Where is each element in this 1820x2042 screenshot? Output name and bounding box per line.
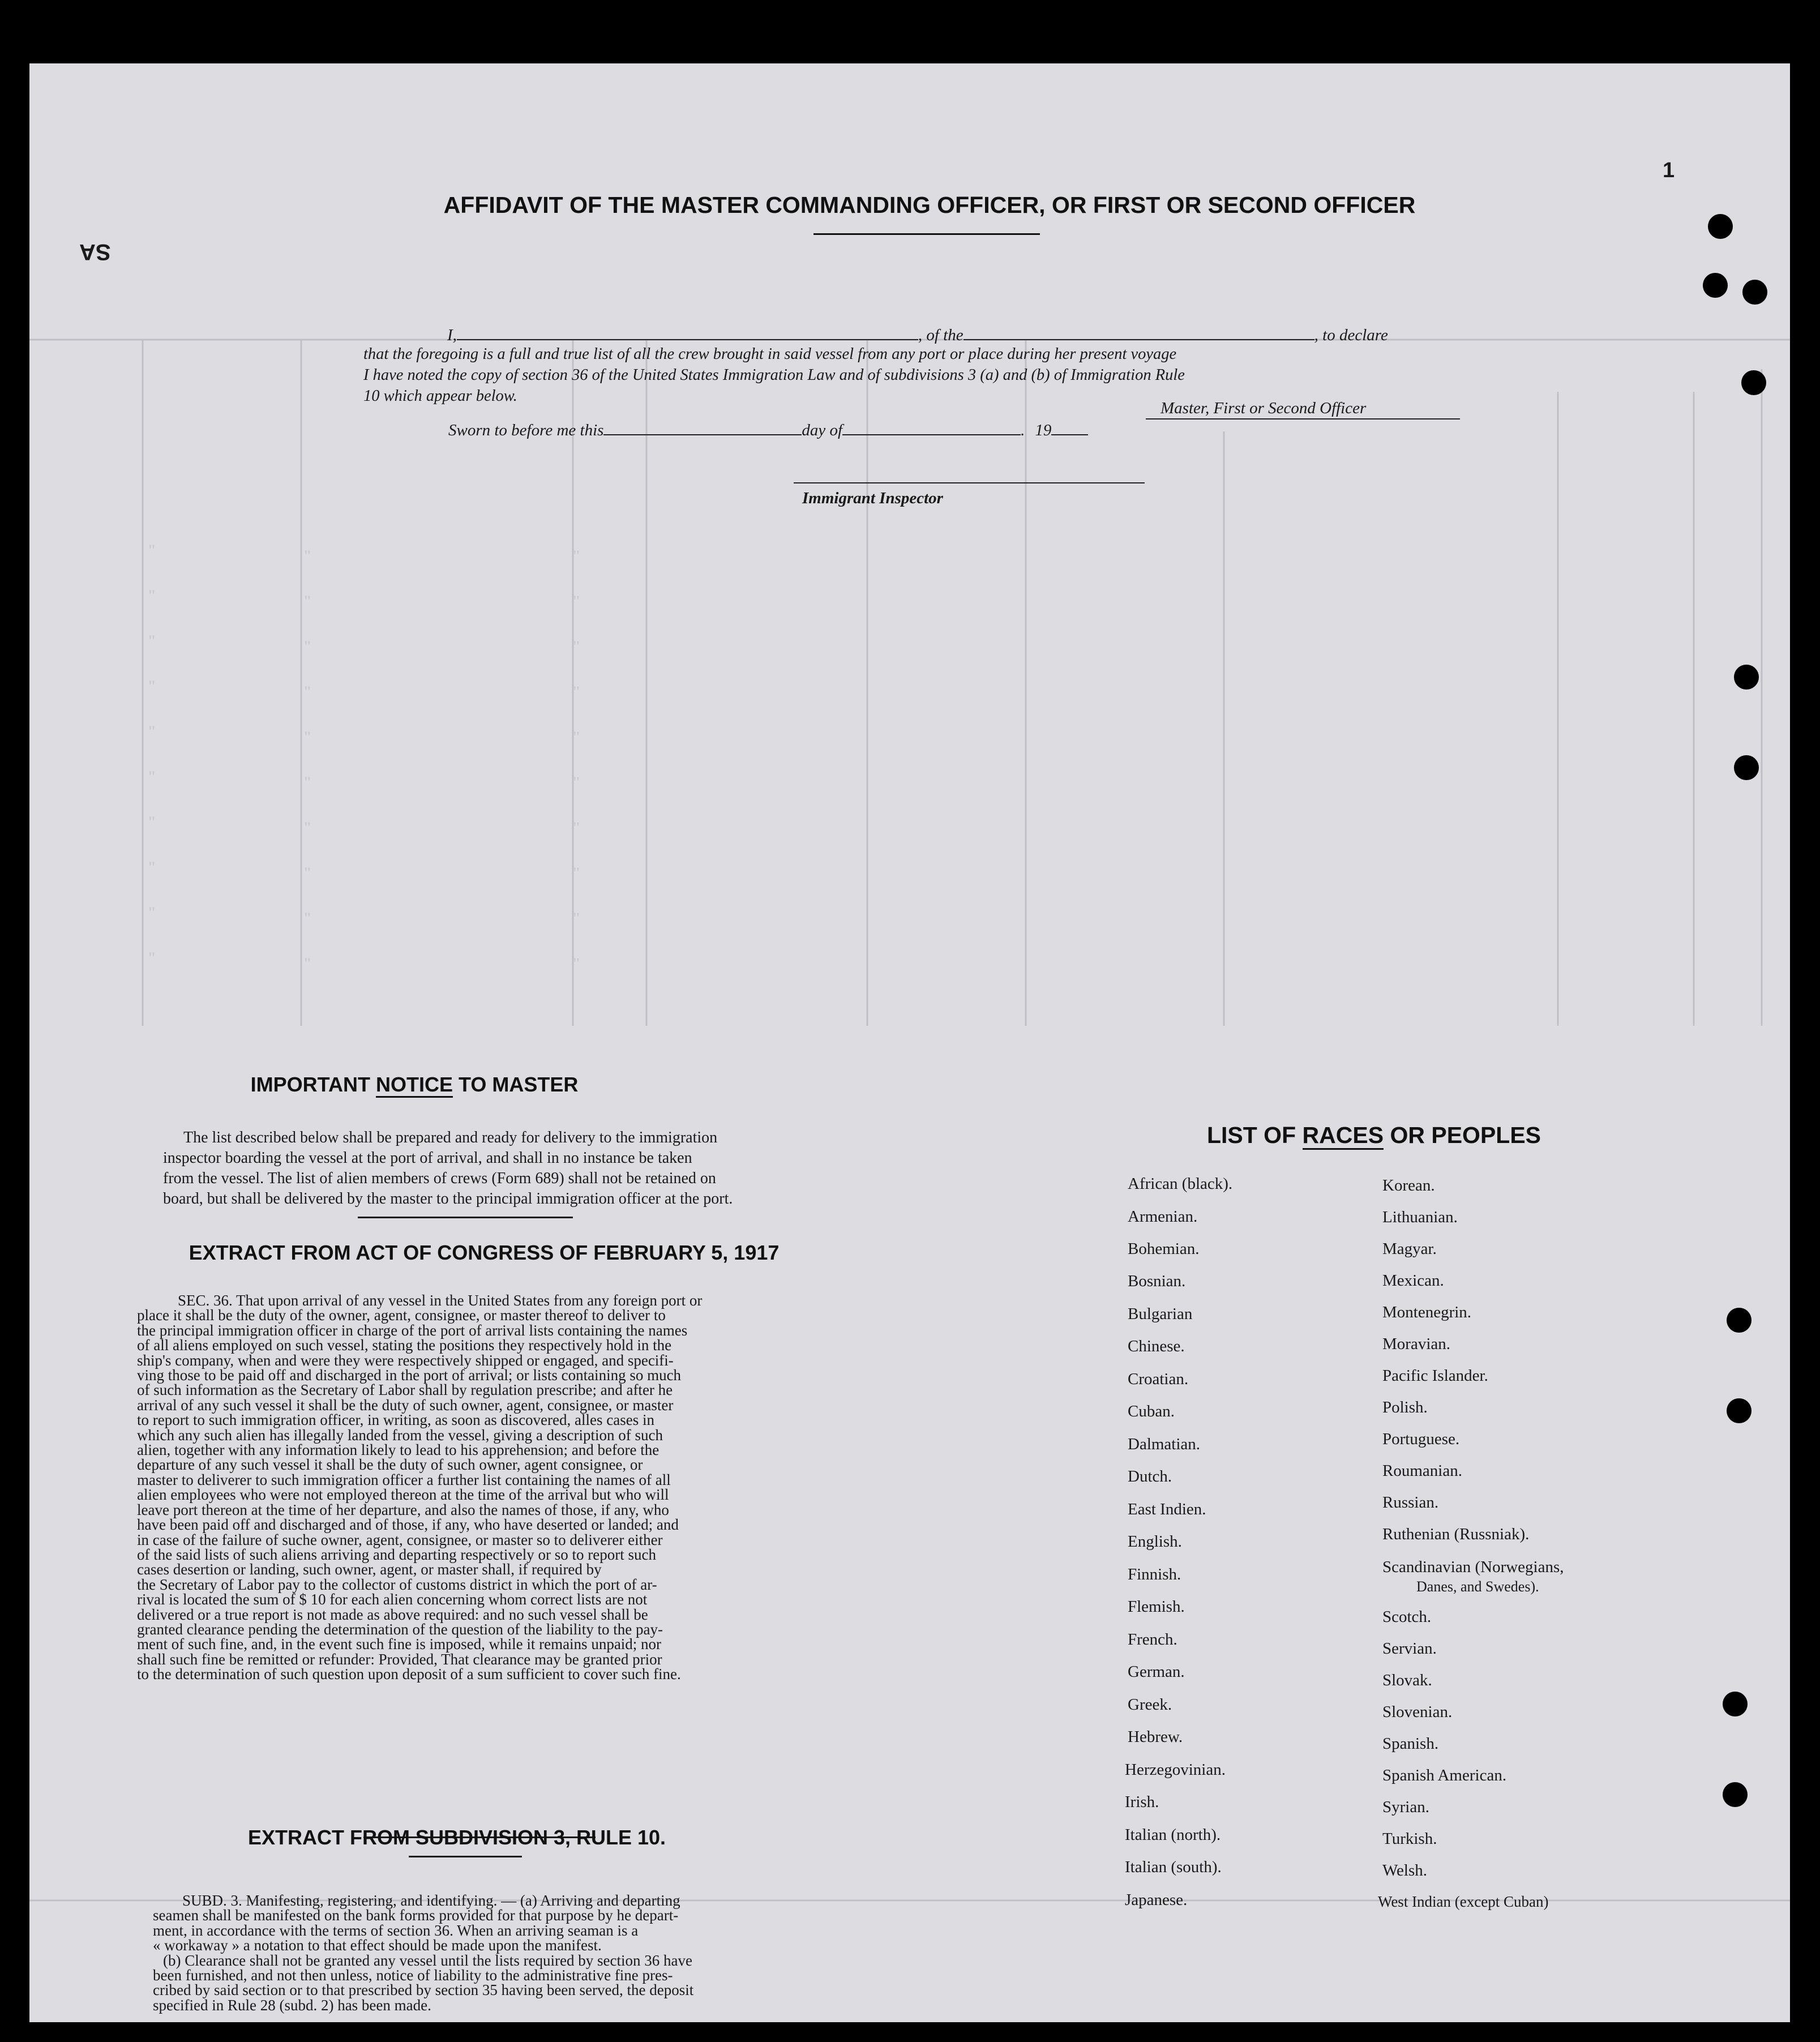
sworn-prefix: Sworn to before me this xyxy=(448,421,604,439)
act-line: of all aliens employed on such vessel, stating the positions they respectively hold in the xyxy=(137,1337,672,1354)
act-line: departure of any such vessel it shall be the duty of such owner, agent consignee, or xyxy=(137,1456,643,1474)
punch-hole xyxy=(1708,214,1733,239)
act-line: to the determination of such question upon deposit of a sum sufficient to cover such fine. xyxy=(137,1666,681,1683)
svg-text:": " xyxy=(148,722,156,741)
race-item: Korean. xyxy=(1382,1176,1435,1195)
affidavit-of-the: , of the xyxy=(918,326,963,344)
notice-line: from the vessel. The list of alien members of crews (Form 689) shall not be retained on xyxy=(163,1170,716,1187)
svg-text:": " xyxy=(573,909,580,928)
svg-text:": " xyxy=(148,677,156,696)
race-item: Greek. xyxy=(1128,1696,1172,1714)
race-item: Spanish. xyxy=(1382,1735,1439,1753)
act-line: ving those to be paid off and discharged in the port of arrival; or lists containing so much xyxy=(137,1367,682,1384)
act-line: of the said lists of such aliens arriving and departing respectively or so to report such xyxy=(137,1546,657,1563)
rule-title-rule xyxy=(409,1856,522,1857)
race-item: Japanese. xyxy=(1125,1891,1188,1909)
affidavit-body xyxy=(363,344,1496,406)
race-item: African (black). xyxy=(1128,1175,1233,1193)
act-line: of such information as the Secretary of Labor shall by regulation prescribe; and after he xyxy=(137,1381,673,1399)
race-item: Chinese. xyxy=(1128,1337,1185,1355)
race-item: Armenian. xyxy=(1128,1208,1198,1226)
notice-line: The list described below shall be prepared and ready for delivery to the immigration xyxy=(183,1129,718,1146)
notice-title-part-3: TO MASTER xyxy=(459,1073,579,1096)
race-item: Finnish. xyxy=(1128,1565,1181,1583)
rule-line: (b) Clearance shall not be granted any vessel until the lists required by section 36 have xyxy=(163,1951,692,1969)
act-line: the Secretary of Labor pay to the collector of customs district in which the port of ar- xyxy=(137,1576,657,1593)
act-line: master to deliverer to such immigration officer a further list containing the names of all xyxy=(137,1471,671,1488)
affidavit-to-declare: , to declare xyxy=(1314,326,1388,344)
act-line: the principal immigration officer in charge of the port of arrival lists containing the names xyxy=(137,1321,688,1339)
svg-text:": " xyxy=(304,909,311,928)
svg-text:": " xyxy=(148,587,156,605)
svg-text:": " xyxy=(148,904,156,922)
race-item: Mexican. xyxy=(1382,1272,1444,1290)
race-item: East Indien. xyxy=(1128,1500,1206,1518)
svg-text:": " xyxy=(148,858,156,877)
race-item: Dalmatian. xyxy=(1128,1435,1201,1453)
rule-body xyxy=(153,1893,832,2013)
margin-mark: SA xyxy=(79,239,111,264)
svg-text:": " xyxy=(573,683,580,701)
races-title-part-1: LIST OF xyxy=(1206,1122,1296,1148)
race-item: Ruthenian (Russniak). xyxy=(1382,1525,1530,1543)
race-item: Lithuanian. xyxy=(1382,1208,1458,1226)
notice-rule xyxy=(358,1217,573,1218)
act-title: EXTRACT FROM ACT OF CONGRESS OF FEBRUARY 5, 1917 xyxy=(189,1241,780,1264)
race-item: Hebrew. xyxy=(1128,1728,1183,1746)
punch-hole xyxy=(1727,1398,1752,1423)
act-line: SEC. 36. That upon arrival of any vessel in the United States from any foreign port or xyxy=(178,1292,703,1309)
notice-body xyxy=(163,1128,842,1209)
sworn-line: Sworn to before me this day of . 19 xyxy=(448,421,1088,440)
svg-text:": " xyxy=(573,547,580,566)
punch-hole xyxy=(1734,755,1759,780)
act-line: delivered or a true report is not made as above required: and no such vessel shall be xyxy=(137,1606,648,1623)
notice-title xyxy=(250,1073,579,1097)
sworn-date-field[interactable] xyxy=(603,434,802,435)
race-item: Turkish. xyxy=(1382,1830,1437,1848)
race-item: Slovak. xyxy=(1382,1671,1432,1689)
act-line: which any such alien has illegally landed from the vessel, giving a description of such xyxy=(137,1426,663,1444)
inspector-label: Immigrant Inspector xyxy=(802,489,943,507)
act-line: ment of such fine, and, in the event such fine is imposed, while it remains unpaid; nor xyxy=(137,1636,662,1653)
races-title xyxy=(1133,1122,1615,1149)
svg-text:": " xyxy=(304,592,311,611)
affidavit-line4: 10 which appear below. xyxy=(363,387,517,405)
signature-label: Master, First or Second Officer xyxy=(1160,399,1367,417)
rule-line: specified in Rule 28 (subd. 2) has been made. xyxy=(153,1996,431,2014)
race-item: Welsh. xyxy=(1382,1861,1428,1880)
race-item: Roumanian. xyxy=(1382,1462,1462,1480)
race-item: Flemish. xyxy=(1128,1598,1185,1616)
act-line: ship's company, when and were they were respectively shipped or engaged, and specifi- xyxy=(137,1351,674,1369)
svg-text:": " xyxy=(573,819,580,837)
sworn-year: 19 xyxy=(1035,421,1052,439)
races-title-part-2: RACES xyxy=(1303,1122,1384,1150)
race-item: Dutch. xyxy=(1128,1467,1172,1486)
race-item: Herzegovinian. xyxy=(1125,1761,1226,1779)
race-item: Servian. xyxy=(1382,1639,1437,1658)
act-line: granted clearance pending the determination of the question of the liability to the pay- xyxy=(137,1620,663,1638)
vessel-name-field[interactable] xyxy=(963,339,1314,340)
race-item: Magyar. xyxy=(1382,1240,1437,1258)
race-item: Syrian. xyxy=(1382,1798,1429,1816)
race-item: Slovenian. xyxy=(1382,1703,1453,1721)
svg-text:": " xyxy=(304,819,311,837)
notice-title-part-1: IMPORTANT xyxy=(250,1073,370,1096)
rule-title-display: EXTRACT FROM SUBDIVISION 3, RULE 10. xyxy=(247,1826,666,1849)
notice-line: inspector boarding the vessel at the port of arrival, and shall in no instance be taken xyxy=(163,1149,692,1167)
punch-hole xyxy=(1742,280,1767,305)
affidavit-line3: I have noted the copy of section 36 of the United States Immigration Law and of subdivisions 3 (a) and (b) of Immigration Rule xyxy=(363,366,1185,384)
race-item: Italian (north). xyxy=(1125,1826,1221,1844)
act-line: to report to such immigration officer, in writing, as soon as discovered, alles cases in xyxy=(137,1411,654,1429)
race-item: Bulgarian xyxy=(1128,1305,1193,1323)
svg-text:": " xyxy=(304,637,311,656)
svg-text:": " xyxy=(148,813,156,832)
punch-hole xyxy=(1727,1308,1752,1333)
svg-text:": " xyxy=(304,954,311,973)
act-line: shall such fine be remitted or refunder: Provided, That clearance may be granted prior xyxy=(137,1650,662,1668)
svg-text:": " xyxy=(573,773,580,792)
svg-text:": " xyxy=(304,683,311,701)
race-item: German. xyxy=(1128,1663,1185,1681)
race-item: Bosnian. xyxy=(1128,1272,1186,1290)
act-line: place it shall be the duty of the owner, agent, consignee, or master thereof to deliver to xyxy=(137,1307,666,1324)
document-page xyxy=(29,63,1790,2022)
race-item: Portuguese. xyxy=(1382,1430,1460,1448)
punch-hole xyxy=(1734,665,1759,690)
rule-line: seamen shall be manifested on the bank forms provided for that purpose by he depart- xyxy=(153,1907,679,1924)
punch-hole xyxy=(1723,1692,1748,1716)
affidavit-line1 xyxy=(447,326,1388,345)
svg-text:": " xyxy=(573,864,580,883)
punch-hole xyxy=(1703,273,1728,298)
races-title-part-3: OR PEOPLES xyxy=(1390,1122,1541,1148)
act-line: leave port thereon at the time of her departure, and also the names of those, if any, who xyxy=(137,1501,669,1518)
act-line: alien employees who were not employed thereon at the time of the arrival but who will xyxy=(137,1486,669,1504)
svg-text:": " xyxy=(304,864,311,883)
race-item: Moravian. xyxy=(1382,1335,1450,1353)
rule-line: ment, in accordance with the terms of section 36. When an arriving seaman is a xyxy=(153,1921,639,1939)
master-name-field[interactable] xyxy=(457,339,918,340)
act-line: arrival of any such vessel it shall be the duty of such owner, agent, consignee, or master xyxy=(137,1396,674,1414)
sworn-day-of: day of xyxy=(802,421,843,439)
svg-text:": " xyxy=(148,949,156,968)
act-line: have been paid off and discharged and of those, if any, who have deserted or landed; and xyxy=(137,1516,679,1534)
svg-text:": " xyxy=(573,637,580,656)
notice-title-part-2: NOTICE xyxy=(376,1073,453,1098)
race-item: Scandinavian (Norwegians, xyxy=(1382,1558,1564,1576)
race-item: Polish. xyxy=(1382,1398,1428,1416)
rule-line: « workaway » a notation to that effect should be made upon the manifest. xyxy=(153,1937,602,1954)
punch-hole xyxy=(1723,1782,1748,1807)
race-item: Bohemian. xyxy=(1128,1240,1200,1258)
act-line: rival is located the sum of $ 10 for each alien concerning whom correct lists are not xyxy=(137,1591,648,1608)
race-item: Danes, and Swedes). xyxy=(1416,1578,1539,1595)
page-mark: 1 xyxy=(1663,159,1675,182)
affidavit-line2: that the foregoing is a full and true list of all the crew brought in said vessel from any port or place during her present voyage xyxy=(363,345,1177,363)
svg-text:": " xyxy=(148,768,156,786)
svg-text:": " xyxy=(304,728,311,747)
sworn-year-field[interactable] xyxy=(1051,434,1088,435)
race-item: Russian. xyxy=(1382,1493,1439,1512)
affidavit-i: I, xyxy=(447,326,457,344)
race-item: English. xyxy=(1128,1532,1182,1551)
affidavit-title: AFFIDAVIT OF THE MASTER COMMANDING OFFICER, OR FIRST OR SECOND OFFICER xyxy=(443,192,1416,218)
inspector-signature-field[interactable] xyxy=(794,481,1145,483)
affidavit-title-rule xyxy=(813,233,1040,235)
race-item: Scotch. xyxy=(1382,1608,1432,1626)
svg-text:": " xyxy=(573,728,580,747)
rule-line: been furnished, and not then unless, notice of liability to the administrative fine pres- xyxy=(153,1967,673,1984)
race-item: Pacific Islander. xyxy=(1382,1367,1488,1385)
svg-text:": " xyxy=(573,954,580,973)
svg-text:": " xyxy=(148,632,156,650)
svg-text:": " xyxy=(304,547,311,566)
act-line: alien, together with any information likely to lead to his apprehension; and before the xyxy=(137,1441,660,1459)
svg-text:": " xyxy=(148,541,156,560)
race-item: French. xyxy=(1128,1630,1177,1649)
race-item: Cuban. xyxy=(1128,1402,1175,1420)
race-item: Spanish American. xyxy=(1382,1766,1507,1784)
race-item: Croatian. xyxy=(1128,1370,1189,1388)
punch-hole xyxy=(1741,370,1766,395)
race-item: Irish. xyxy=(1125,1793,1159,1811)
race-item: Montenegrin. xyxy=(1382,1303,1472,1321)
race-item: West Indian (except Cuban) xyxy=(1378,1893,1549,1910)
sworn-month-field[interactable] xyxy=(842,434,1021,435)
svg-text:": " xyxy=(573,592,580,611)
act-line: in case of the failure of suche owner, agent, consignee, or master so to deliverer either xyxy=(137,1531,663,1548)
act-body xyxy=(137,1293,842,1682)
notice-line: board, but shall be delivered by the master to the principal immigration officer at the port. xyxy=(163,1190,733,1208)
race-item: Italian (south). xyxy=(1125,1858,1222,1876)
svg-text:": " xyxy=(304,773,311,792)
rule-line: SUBD. 3. Manifesting, registering, and identifying. — (a) Arriving and departing xyxy=(182,1892,680,1909)
rule-line: cribed by said section or to that prescribed by section 35 having been served, the deposit xyxy=(153,1981,694,1999)
act-line: cases desertion or landing, such owner, agent, or master shall, if required by xyxy=(137,1561,602,1578)
